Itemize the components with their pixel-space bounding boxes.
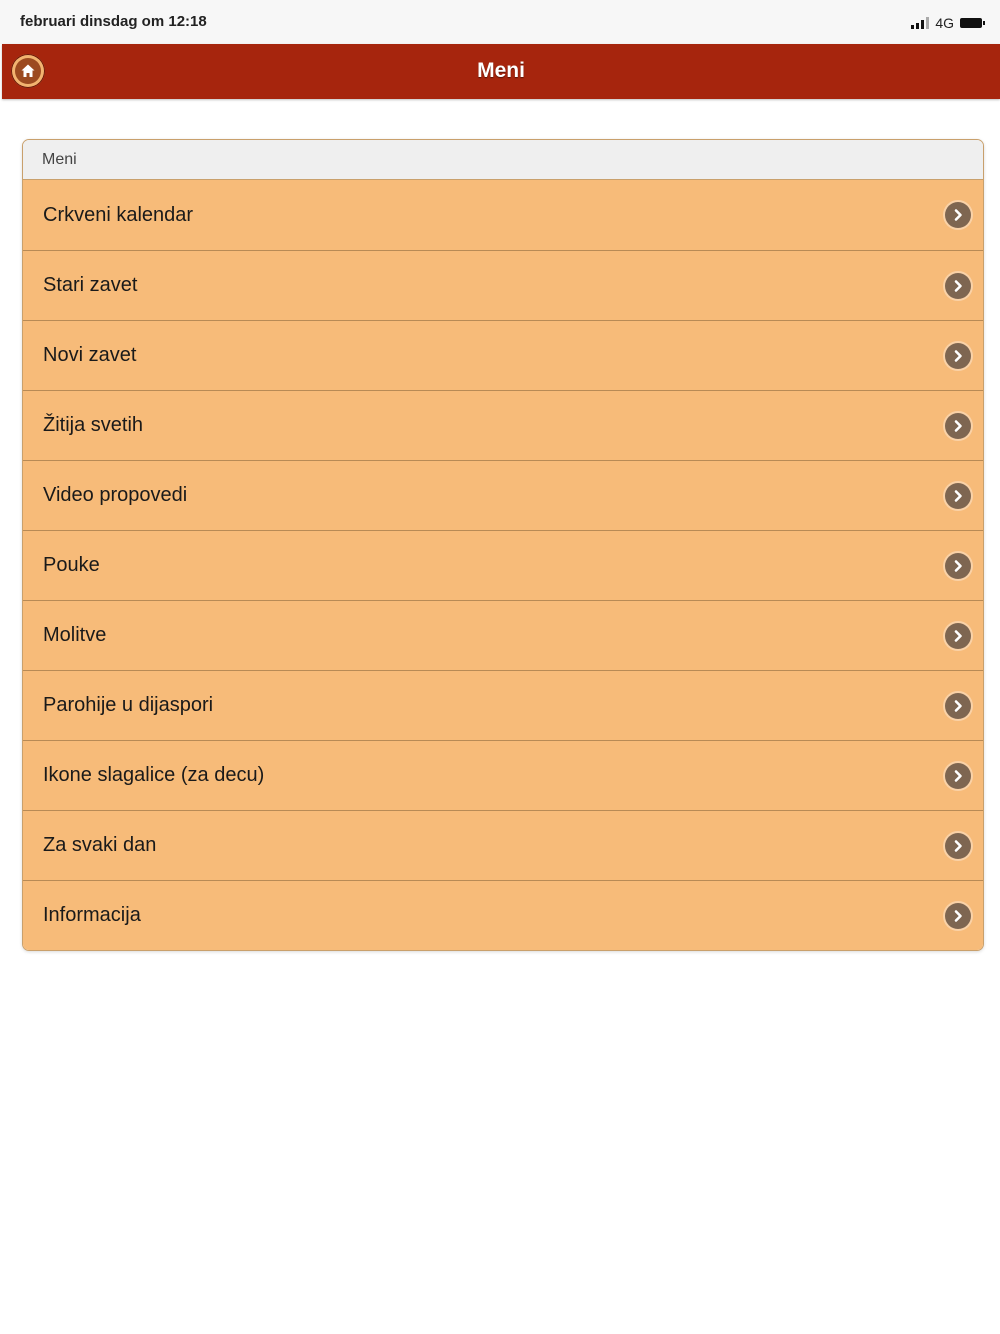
- signal-icon: [911, 17, 929, 29]
- menu-list: [22, 139, 984, 951]
- menu-item[interactable]: [23, 880, 983, 950]
- page-title: Meni: [477, 59, 525, 82]
- list-divider: Meni: [23, 140, 983, 180]
- menu-item[interactable]: [23, 390, 983, 460]
- menu-item-label: Crkveni kalendar: [43, 203, 194, 226]
- menu-item[interactable]: [23, 530, 983, 600]
- status-bar: [0, 0, 1000, 44]
- chevron-right-icon: [945, 202, 971, 228]
- menu-item-label: Stari zavet: [43, 274, 138, 296]
- menu-item[interactable]: [23, 320, 983, 390]
- chevron-right-icon: [945, 763, 971, 789]
- menu-item[interactable]: [23, 670, 983, 740]
- menu-item[interactable]: [23, 810, 983, 880]
- battery-icon: [960, 18, 982, 28]
- chevron-right-icon: [945, 413, 971, 439]
- menu-item[interactable]: [23, 600, 983, 670]
- menu-item-label: Molitve: [43, 624, 107, 646]
- network-type: 4G: [935, 15, 954, 31]
- menu-item-label: Pouke: [43, 554, 100, 576]
- chevron-right-icon: [945, 833, 971, 859]
- chevron-right-icon: [945, 623, 971, 649]
- app-header: [2, 44, 1000, 99]
- menu-item-label: Za svaki dan: [43, 834, 157, 856]
- chevron-right-icon: [945, 273, 971, 299]
- menu-item-label: Parohije u dijaspori: [43, 694, 214, 716]
- menu-item-label: Video propovedi: [43, 484, 188, 506]
- menu-item-label: Ikone slagalice (za decu): [43, 764, 265, 786]
- menu-item[interactable]: [23, 460, 983, 530]
- status-time: februari dinsdag om 12:18: [20, 13, 207, 30]
- chevron-right-icon: [945, 343, 971, 369]
- menu-item-label: Žitija svetih: [43, 414, 144, 436]
- menu-item-label: Novi zavet: [43, 344, 137, 366]
- menu-item[interactable]: [23, 250, 983, 320]
- menu-item[interactable]: [23, 740, 983, 810]
- chevron-right-icon: [945, 553, 971, 579]
- chevron-right-icon: [945, 903, 971, 929]
- chevron-right-icon: [945, 483, 971, 509]
- menu-item-label: Informacija: [43, 904, 141, 926]
- status-indicators: [911, 14, 982, 32]
- chevron-right-icon: [945, 693, 971, 719]
- menu-item[interactable]: [23, 180, 983, 250]
